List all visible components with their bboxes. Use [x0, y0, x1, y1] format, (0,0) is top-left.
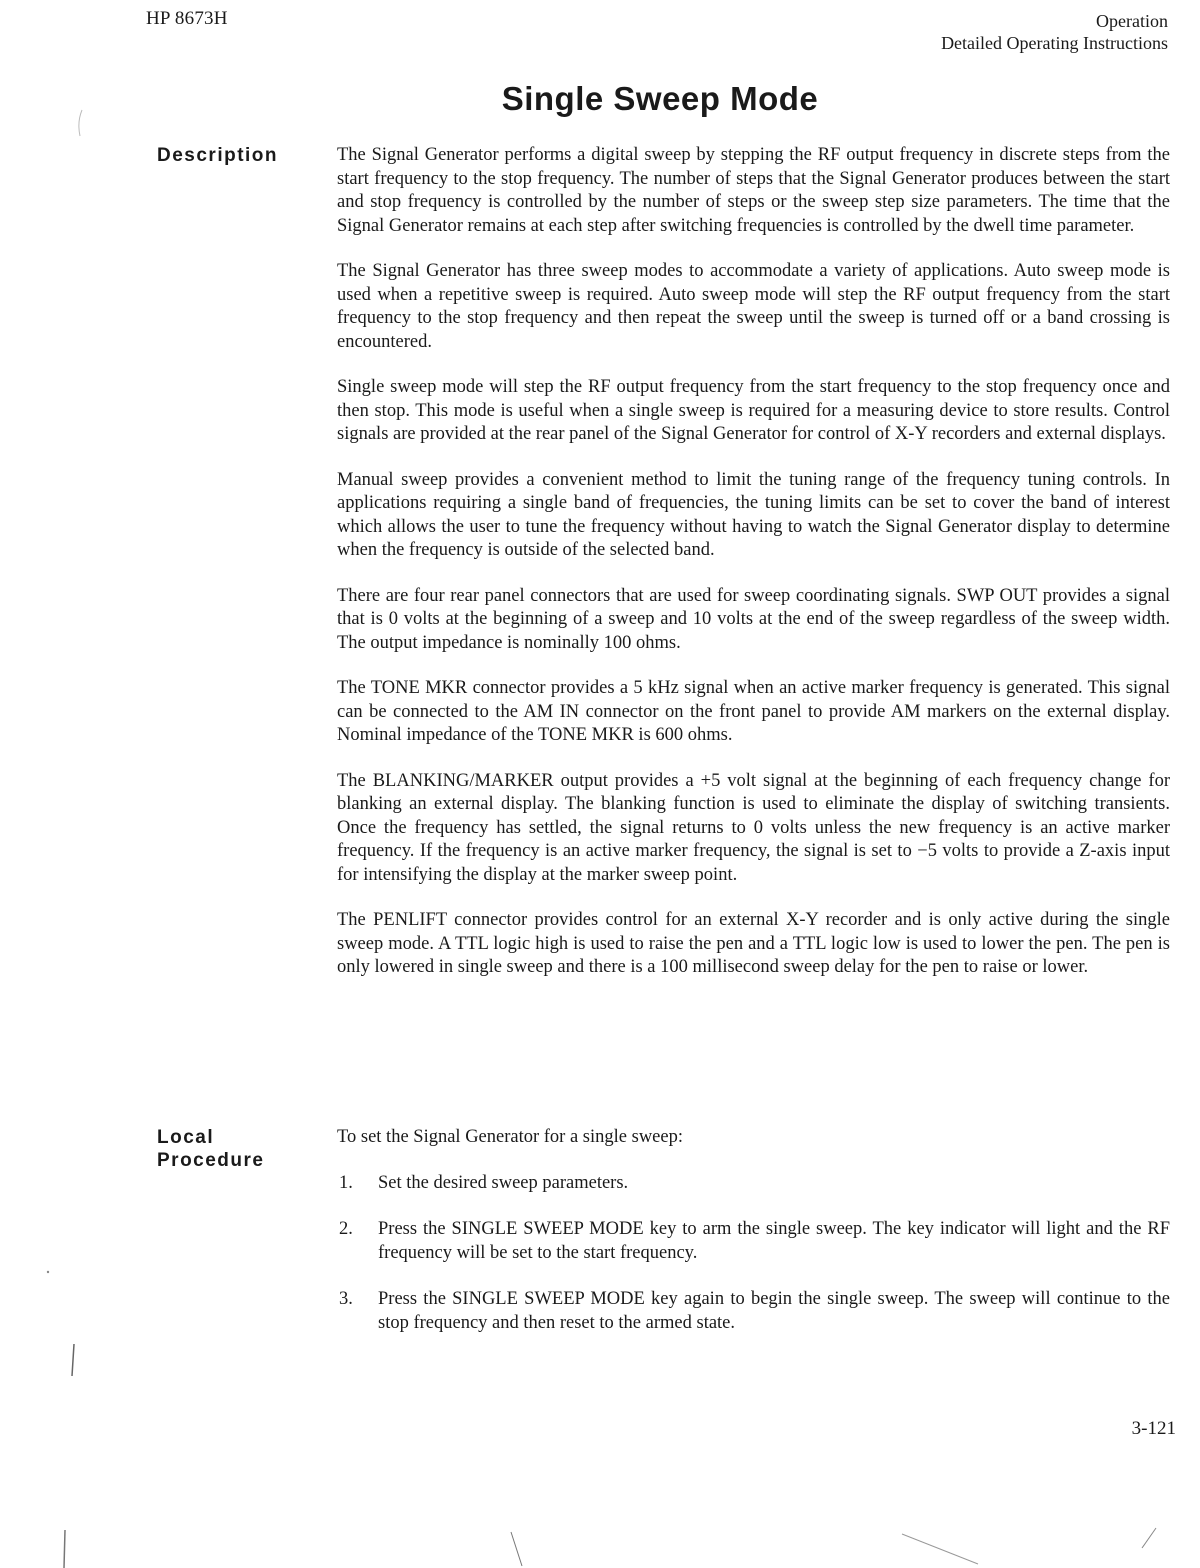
- step-number: 2.: [339, 1219, 353, 1239]
- page-number: 3-121: [1131, 1418, 1176, 1439]
- local-procedure-label: Local Procedure: [157, 1127, 265, 1171]
- description-paragraph: The PENLIFT connector provides control for an external X-Y recorder and is only active during the single sweep mode. A TTL logic high is used to raise the pen and a TTL logic low is used to lower the pen. The pen is only lowered in single sweep and there is a 100 millisecond sweep delay for the pen to raise or lower.: [337, 910, 1170, 977]
- step-text: Set the desired sweep parameters.: [378, 1172, 629, 1193]
- procedure-intro: To set the Signal Generator for a single sweep:: [337, 1127, 683, 1147]
- description-paragraph: There are four rear panel connectors that are used for sweep coordinating signals. SWP OUT provides a signal that is 0 volts at the beginning of a sweep and 10 volts at the end of the sweep regardless of the sweep width. The output impedance is nominally 100 ohms.: [337, 585, 1170, 653]
- description-paragraph: The Signal Generator has three sweep modes to accommodate a variety of applications. Auto sweep mode is used when a repetitive sweep is required. Auto sweep mode will step the RF output frequency from the start frequency to the stop frequency and then repeat the sweep until the sweep is turned off or a band crossing is encountered.: [337, 261, 1170, 352]
- step-number: 3.: [339, 1289, 353, 1309]
- description-paragraph: The TONE MKR connector provides a 5 kHz signal when an active marker frequency is generated. This signal can be connected to the AM IN connector on the front panel to provide AM markers on the external display. Nominal impedance of the TONE MKR is 600 ohms.: [337, 678, 1170, 745]
- description-label: Description: [157, 145, 279, 166]
- description-paragraph: Single sweep mode will step the RF output frequency from the start frequency to the stop frequency once and then stop. This mode is useful when a single sweep is required for a measuring device to store results. Control signals are provided at the rear panel of the Signal Generator for control of X-Y recorders and external displays.: [337, 377, 1170, 444]
- header-model: HP 8673H: [146, 8, 228, 29]
- description-paragraph: The BLANKING/MARKER output provides a +5 volt signal at the beginning of each frequency change for blanking an external display. The blanking function is used to eliminate the display of switching transients. Once the frequency has settled, the signal returns to 0 volts unless the new frequency is an active marker frequency. If the frequency is an active marker frequency, the signal is set to −5 volts to provide a Z-axis input for intensifying the display at the marker sweep point.: [337, 770, 1170, 885]
- header-section: Operation: [1096, 11, 1168, 31]
- page-title: Single Sweep Mode: [501, 80, 819, 117]
- description-paragraph: The Signal Generator performs a digital sweep by stepping the RF output frequency in discrete steps from the start frequency to the stop frequency. The number of steps that the Signal Generator produces between the start and stop frequency is controlled by the number of steps or the sweep step size parameters. The time that the Signal Generator remains at each step after switching frequencies is controlled by the dwell time parameter.: [337, 145, 1170, 236]
- step-text: Press the SINGLE SWEEP MODE key again to begin the single sweep. The sweep will continue to the stop frequency and then reset to the armed state.: [378, 1289, 1170, 1333]
- description-paragraph: Manual sweep provides a convenient method to limit the tuning range of the frequency tuning controls. In applications requiring a single band of frequencies, the tuning limits can be set to cover the band of interest which allows the user to tune the frequency without having to watch the Signal Generator display to determine when the frequency is outside of the selected band.: [337, 469, 1170, 560]
- step-text: Press the SINGLE SWEEP MODE key to arm the single sweep. The key indicator will light and the RF frequency will be set to the start frequency.: [378, 1219, 1170, 1263]
- header-subsection: Detailed Operating Instructions: [941, 33, 1168, 53]
- step-number: 1.: [339, 1172, 353, 1193]
